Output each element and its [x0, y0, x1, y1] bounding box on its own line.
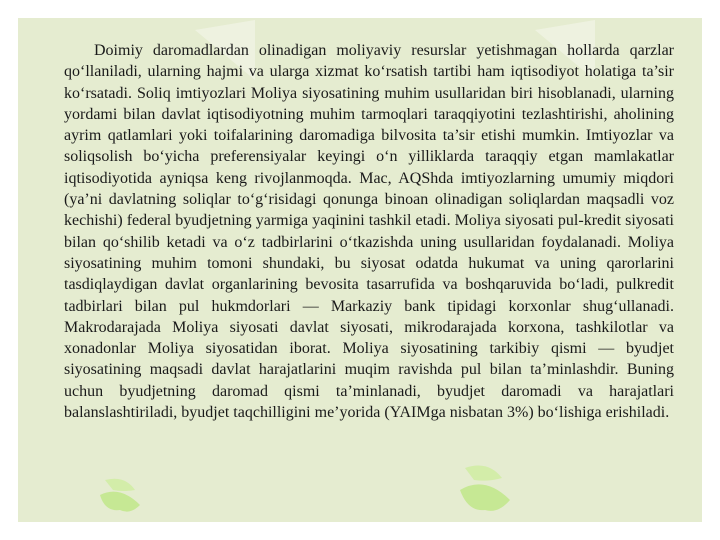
body-paragraph: Doimiy daromadlardan olinadigan moliyaviy resurslar yetishmagan hollarda qarzlar qo‘llaniladi, ularning hajmi va ularga xizmat ko‘rsatish tartibi ham iqtisodiyot holatiga ta’sir ko‘rsatadi. Soliq imtiyozlari Moliya siyosatining muhim usullaridan biri hisoblanadi, ularning yordami bilan davlat iqtisodiyotning muhim tarmoqlari taraqqiyotini tezlashtirishi, aholining ayrim qatlamlari yoki toifalarining daromadiga bilvosita ta’sir etishi mumkin. Imtiyozlar va soliqsolish bo‘yicha preferensiyalar keyingi o‘n yilliklarda taraqqiy etgan mamlakatlar iqtisodiyotida ayniqsa keng rivojlanmoqda. Mac, AQShda imtiyozlarning umumiy miqdori (ya’ni davlatning soliqlar to‘g‘risidagi qonunga binoan olinadigan soliqlardan maqsadli voz kechishi) federal byudjetning yarmiga yaqinini tashkil etadi. Moliya siyosati pul-kredit siyosati bilan qo‘shilib ketadi va o‘z tadbirlarini o‘tkazishda uning usullaridan foydalanadi. Moliya siyosatining muhim tomoni shundaki, bu siyosat odatda hukumat va uning qarorlarini tasdiqlaydigan davlat organlarining bevosita tasarrufida va boshqaruvida bo‘ladi, pulkredit tadbirlari bilan pul hukmdorlari — Markaziy bank tipidagi korxonlar shug‘ullanadi. Makrodarajada Moliya siyosati davlat siyosati, mikrodarajada korxona, tashkilotlar va xonadonlar Moliya siyosatidan iborat. Moliya siyosatining tarkibiy qismi — byudjet siyosatining maqsadi davlat harajatlarini muqim ravishda pul bilan ta’minlashdir. Buning uchun byudjetning daromad qismi ta’minlanadi, byudjet daromadi va harajatlari balanslashtiriladi, byudjet taqchilligini me’yorida (YAIMga nisbatan 3%) bo‘lishiga erishiladi.	[64, 42, 674, 422]
